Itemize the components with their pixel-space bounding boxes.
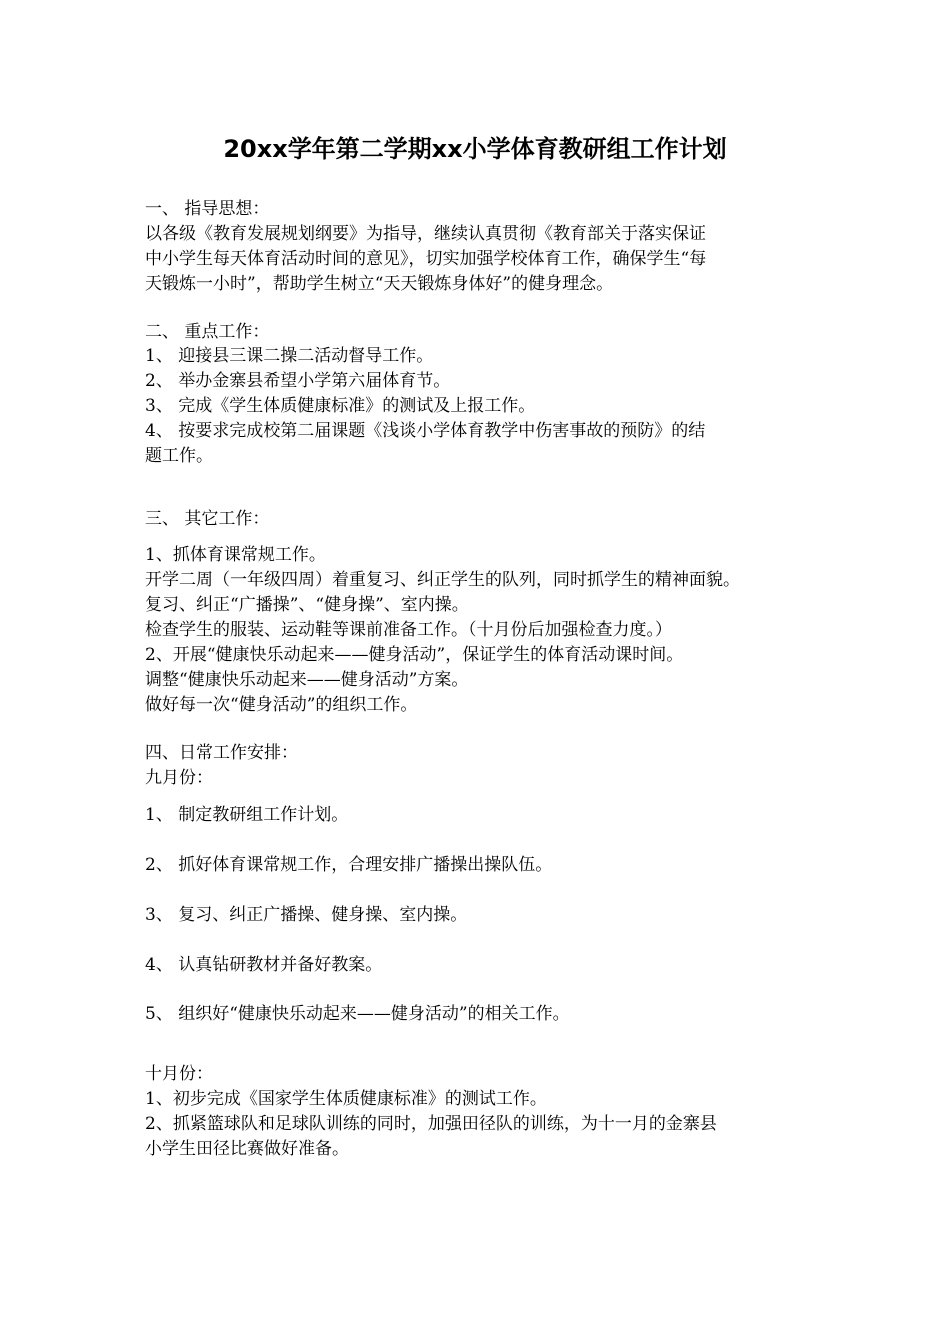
list-item: 1、 迎接县三课二操二活动督导工作。 [145, 346, 434, 366]
list-item-detail: 调整“健康快乐动起来——健身活动”方案。 [145, 670, 469, 690]
list-item: 2、开展“健康快乐动起来——健身活动”，保证学生的体育活动课时间。 [145, 645, 684, 665]
section-heading-other-work: 三、 其它工作： [145, 509, 270, 529]
list-item-detail: 复习、纠正“广播操”、“健身操”、室内操。 [145, 595, 469, 615]
list-item-continuation: 题工作。 [145, 446, 213, 466]
month-label-september: 九月份： [145, 768, 213, 788]
paragraph-line: 中小学生每天体育活动时间的意见》，切实加强学校体育工作，确保学生“每 [145, 249, 707, 269]
month-label-october: 十月份： [145, 1064, 213, 1084]
list-item-continuation: 小学生田径比赛做好准备。 [145, 1139, 349, 1159]
list-item: 2、抓紧篮球队和足球队训练的同时，加强田径队的训练，为十一月的金寨县 [145, 1114, 717, 1134]
section-heading-daily-schedule: 四、日常工作安排： [145, 743, 298, 763]
list-item: 3、 完成《学生体质健康标准》的测试及上报工作。 [145, 396, 536, 416]
list-item: 2、 抓好体育课常规工作，合理安排广播操出操队伍。 [145, 855, 553, 875]
list-item-detail: 做好每一次“健身活动”的组织工作。 [145, 695, 418, 715]
list-item: 3、 复习、纠正广播操、健身操、室内操。 [145, 905, 468, 925]
list-item-detail: 检查学生的服装、运动鞋等课前准备工作。（十月份后加强检查力度。） [145, 620, 672, 640]
paragraph-line: 以各级《教育发展规划纲要》为指导，继续认真贯彻《教育部关于落实保证 [145, 224, 706, 244]
list-item: 4、 按要求完成校第二届课题《浅谈小学体育教学中伤害事故的预防》的结 [145, 421, 706, 441]
list-item-detail: 开学二周（一年级四周）着重复习、纠正学生的队列，同时抓学生的精神面貌。 [145, 570, 740, 590]
list-item: 1、抓体育课常规工作。 [145, 545, 326, 565]
list-item: 2、 举办金寨县希望小学第六届体育节。 [145, 371, 451, 391]
section-heading-key-work: 二、 重点工作： [145, 322, 270, 342]
list-item: 4、 认真钻研教材并备好教案。 [145, 955, 383, 975]
list-item: 5、 组织好“健康快乐动起来——健身活动”的相关工作。 [145, 1004, 570, 1024]
section-heading-guiding-thought: 一、 指导思想： [145, 199, 270, 219]
document-title: 20xx学年第二学期xx小学体育教研组工作计划 [223, 135, 727, 163]
list-item: 1、初步完成《国家学生体质健康标准》的测试工作。 [145, 1089, 547, 1109]
paragraph-line: 天锻炼一小时”，帮助学生树立“天天锻炼身体好”的健身理念。 [145, 274, 614, 294]
list-item: 1、 制定教研组工作计划。 [145, 805, 349, 825]
